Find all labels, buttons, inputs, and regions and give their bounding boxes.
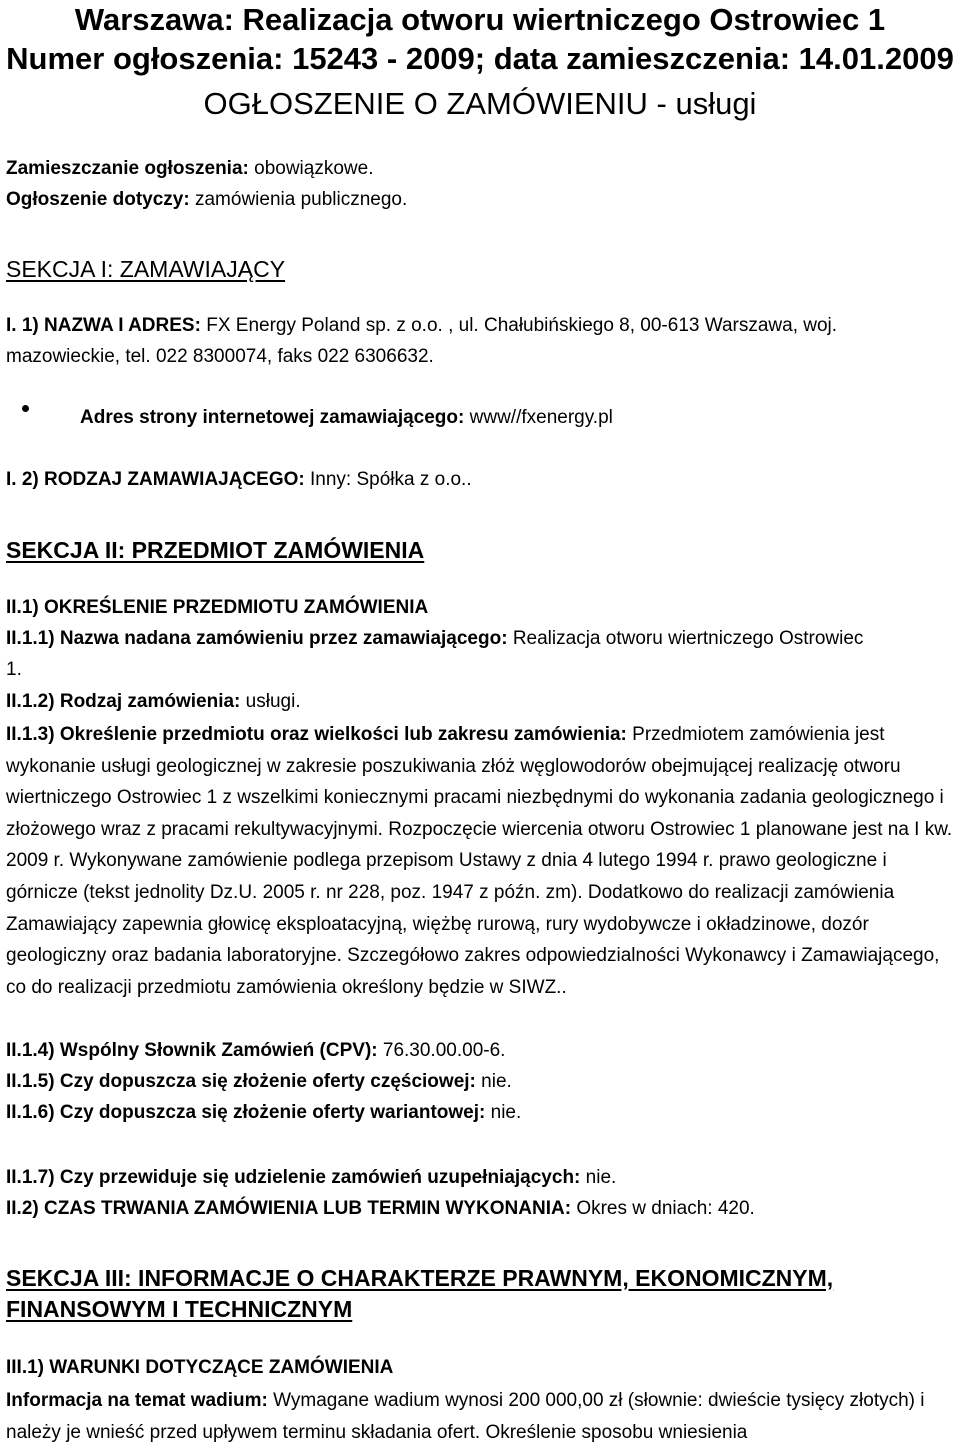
duration-label: II.2) CZAS TRWANIA ZAMÓWIENIA LUB TERMIN WYKONANIA:	[6, 1198, 572, 1219]
website-link[interactable]: www//fxenergy.pl	[464, 407, 613, 428]
supplementary-orders-value: nie.	[580, 1167, 617, 1188]
variant-offer-value: nie.	[485, 1102, 522, 1123]
section-2-heading: SEKCJA II: PRZEDMIOT ZAMÓWIENIA	[6, 537, 425, 563]
order-kind-label: II.1.2) Rodzaj zamówienia:	[6, 691, 241, 712]
subsection-2-1-heading: II.1) OKREŚLENIE PRZEDMIOTU ZAMÓWIENIA	[6, 597, 429, 618]
contracting-name-line	[6, 314, 837, 338]
order-name-line	[6, 627, 863, 651]
variant-offer-label: II.1.6) Czy dopuszcza się złożenie oferty wariantowej:	[6, 1102, 486, 1123]
deposit-value: Wymagane wadium wynosi 200 000,00 zł (słownie: dwieście tysięcy złotych) i należy je wnieść przed upływem terminu składania ofert. Określenie sposobu wniesienia	[6, 1390, 925, 1443]
cpv-line	[6, 1039, 505, 1063]
duration-line	[6, 1197, 755, 1221]
posting-label: Zamieszczanie ogłoszenia:	[6, 158, 249, 179]
deposit-paragraph	[6, 1385, 954, 1448]
cpv-value: 76.30.00.00-6.	[377, 1040, 506, 1061]
contracting-name-label: I. 1) NAZWA I ADRES:	[6, 315, 201, 336]
posting-value: obowiązkowe.	[248, 158, 374, 179]
partial-offer-label: II.1.5) Czy dopuszcza się złożenie oferty częściowej:	[6, 1071, 476, 1092]
website-line	[80, 406, 613, 430]
bullet-icon	[22, 405, 29, 412]
section-3-heading: SEKCJA III: INFORMACJE O CHARAKTERZE PRAWNYM, EKONOMICZNYM,	[6, 1265, 834, 1291]
concerns-line	[6, 188, 407, 212]
section-3-heading-continued: FINANSOWYM I TECHNICZNYM	[6, 1296, 353, 1322]
subsection-3-1-heading: III.1) WARUNKI DOTYCZĄCE ZAMÓWIENIA	[6, 1357, 394, 1378]
contracting-type-label: I. 2) RODZAJ ZAMAWIAJĄCEGO:	[6, 469, 305, 490]
order-name-value: Realizacja otworu wiertniczego Ostrowiec	[507, 628, 864, 649]
cpv-label: II.1.4) Wspólny Słownik Zamówień (CPV):	[6, 1040, 378, 1061]
supplementary-orders-label: II.1.7) Czy przewiduje się udzielenie zamówień uzupełniających:	[6, 1167, 581, 1188]
supplementary-orders-line	[6, 1166, 616, 1190]
concerns-value: zamówienia publicznego.	[189, 189, 408, 210]
contracting-type-value: Inny: Spółka z o.o..	[304, 469, 472, 490]
duration-value: Okres w dniach: 420.	[571, 1198, 755, 1219]
order-scope-label: II.1.3) Określenie przedmiotu oraz wielkości lub zakresu zamówienia:	[6, 724, 627, 745]
order-kind-line	[6, 690, 301, 714]
partial-offer-line	[6, 1070, 512, 1094]
contracting-name-value: FX Energy Poland sp. z o.o. , ul. Chałubińskiego 8, 00-613 Warszawa, woj.	[200, 315, 838, 336]
order-scope-paragraph	[6, 719, 954, 1003]
contracting-type-line	[6, 468, 472, 492]
contracting-address-line: mazowieckie, tel. 022 8300074, faks 022 6306632.	[6, 346, 434, 367]
order-name-label: II.1.1) Nazwa nadana zamówieniu przez zamawiającego:	[6, 628, 508, 649]
notice-type: OGŁOSZENIE O ZAMÓWIENIU - usługi	[203, 86, 757, 121]
deposit-label: Informacja na temat wadium:	[6, 1390, 268, 1411]
order-kind-value: usługi.	[240, 691, 301, 712]
partial-offer-value: nie.	[475, 1071, 512, 1092]
posting-line	[6, 157, 373, 181]
notice-number-date: Numer ogłoszenia: 15243 - 2009; data zamieszczenia: 14.01.2009	[6, 41, 954, 76]
notice-title: Warszawa: Realizacja otworu wiertniczego Ostrowiec 1	[74, 2, 886, 37]
order-scope-value: Przedmiotem zamówienia jest wykonanie usługi geologicznej w zakresie poszukiwania złóż węglowodorów obejmującej realizację otworu wiertniczego Ostrowiec 1 z wszelkimi koniecznymi pracami niezbędnymi do wykonania zadania geologicznego i złożowego wraz z pracami rekultywacyjnymi. Rozpoczęcie wiercenia otworu Ostrowiec 1 planowane jest na I kw. 2009 r. Wykonywane zamówienie podlega przepisom Ustawy z dnia 4 lutego 1994 r. prawo geologiczne i górnicze (tekst jednolity Dz.U. 2005 r. nr 228, poz. 1947 z późn. zm). Dodatkowo do realizacji zamówienia Zamawiający zapewnia głowicę eksploatacyjną, więżbę rurową, rury wydobywcze i okładzinowe, dozór geologiczny oraz badania laboratoryjne. Szczegółowo zakres odpowiedzialności Wykonawcy i Zamawiającego, co do realizacji przedmiotu zamówienia określony będzie w SIWZ..	[6, 724, 953, 998]
section-1-heading: SEKCJA I: ZAMAWIAJĄCY	[6, 256, 286, 282]
order-name-continued: 1.	[6, 659, 22, 680]
variant-offer-line	[6, 1101, 521, 1125]
concerns-label: Ogłoszenie dotyczy:	[6, 189, 190, 210]
website-label: Adres strony internetowej zamawiającego:	[80, 407, 465, 428]
